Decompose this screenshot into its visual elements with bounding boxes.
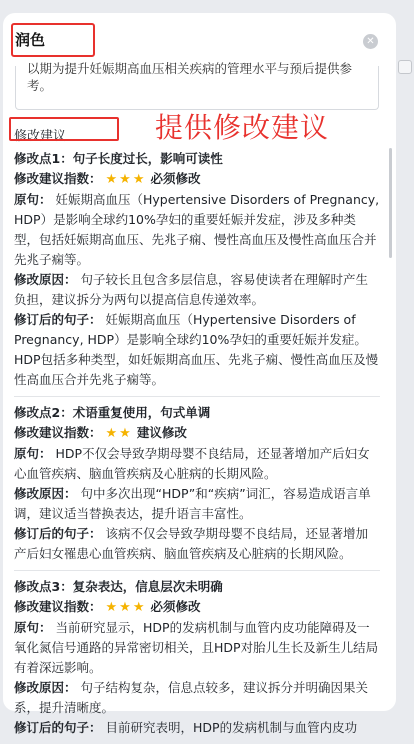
reason-text: 句中多次出现“HDP”和“疾病”词汇，容易造成语言单调，建议适当替换表达，提升语言丰富性。	[14, 486, 371, 521]
star-icon: ★	[119, 426, 131, 441]
original-row	[14, 444, 380, 484]
section-label: 修改建议	[14, 129, 67, 144]
page-background-strip	[393, 14, 414, 714]
title-highlight-box	[11, 23, 95, 57]
level-text: 必须修改	[150, 599, 201, 614]
polish-panel	[3, 13, 396, 735]
suggestions-list	[14, 149, 380, 744]
panel-title: 润色	[15, 31, 46, 49]
level-text: 必须修改	[150, 171, 201, 186]
rating-stars	[106, 425, 133, 440]
original-label: 原句：	[14, 192, 52, 207]
reason-text: 句子较长且包含多层信息，容易使读者在理解时产生负担，建议拆分为两句以提高信息传递效率。	[14, 272, 369, 307]
revised-label: 修订后的句子：	[14, 312, 102, 327]
revised-label: 修订后的句子：	[14, 526, 102, 541]
scrollbar[interactable]	[389, 148, 392, 258]
original-row	[14, 190, 380, 270]
reason-text: 句子结构复杂，信息点较多，建议拆分并明确因果关系，提升清晰度。	[14, 680, 369, 715]
index-label: 修改建议指数：	[14, 171, 102, 186]
reason-label: 修改原因：	[14, 272, 77, 287]
revised-label: 修订后的句子：	[14, 720, 102, 735]
source-text-area[interactable]	[15, 61, 379, 110]
revised-text: 妊娠期高血压（Hypertensive Disorders of Pregnancy, HDP）是影响全球约10%孕妇的重要妊娠并发症。HDP包括多种类型，如妊娠期高血压、先兆子痫、慢性高血压及慢性高血压合并先兆子痫等。	[14, 312, 379, 387]
star-icon: ★	[132, 172, 145, 187]
original-text: HDP不仅会导致孕期母婴不良结局，还显著增加产后妇女心血管疾病、脑血管疾病及心脏病的长期风险。	[14, 446, 370, 481]
suggestion-item	[14, 570, 380, 744]
suggestion-index-row	[14, 597, 380, 618]
revised-text: 目前研究表明，HDP的发病机制与血管内皮功	[105, 720, 358, 735]
suggestion-item	[14, 149, 380, 396]
side-panel-icon[interactable]	[398, 60, 412, 74]
star-icon: ★	[132, 600, 145, 615]
section-highlight-box	[9, 117, 119, 141]
rating-stars	[106, 599, 147, 614]
revised-text: 该病不仅会导致孕期母婴不良结局，还显著增加产后妇女罹患心血管疾病、脑血管疾病及心脏病的长期风险。	[14, 526, 369, 561]
original-label: 原句：	[14, 446, 52, 461]
original-text: 当前研究显示，HDP的发病机制与血管内皮功能障碍及一氧化氮信号通路的异常密切相关，且HDP对胎儿生长及新生儿结局有着深远影响。	[14, 620, 379, 675]
revised-row	[14, 718, 380, 738]
close-icon[interactable]: ✕	[363, 34, 378, 49]
original-text: 妊娠期高血压（Hypertensive Disorders of Pregnancy, HDP）是影响全球约10%孕妇的重要妊娠并发症，涉及多种类型，包括妊娠期高血压、先兆子痫、慢性高血压及慢性高血压合并先兆子痫等。	[14, 192, 380, 267]
index-label: 修改建议指数：	[14, 425, 102, 440]
star-icon: ★	[119, 172, 131, 187]
original-label: 原句：	[14, 620, 52, 635]
reason-row	[14, 678, 380, 718]
annotation-text: 提供修改建议	[155, 111, 330, 144]
suggestion-index-row	[14, 169, 380, 190]
index-label: 修改建议指数：	[14, 599, 102, 614]
source-text: 以期为提升妊娠期高血压相关疾病的管理水平与预后提供参考。	[27, 61, 353, 93]
suggestion-index-row	[14, 423, 380, 444]
level-text: 建议修改	[136, 425, 187, 440]
reason-label: 修改原因：	[14, 486, 77, 501]
reason-row	[14, 270, 380, 310]
suggestion-heading: 修改点2：术语重复使用，句式单调	[14, 405, 211, 420]
suggestion-item	[14, 396, 380, 570]
panel-header	[3, 13, 396, 67]
star-icon: ★	[105, 600, 118, 615]
revised-row	[14, 524, 380, 564]
reason-label: 修改原因：	[14, 680, 77, 695]
star-icon: ★	[105, 172, 118, 187]
star-icon: ★	[105, 426, 118, 441]
star-icon: ★	[119, 600, 131, 615]
revised-row	[14, 310, 380, 390]
suggestion-heading: 修改点1：句子长度过长，影响可读性	[14, 151, 223, 166]
reason-row	[14, 484, 380, 524]
rating-stars	[106, 171, 147, 186]
original-row	[14, 618, 380, 678]
suggestion-heading: 修改点3：复杂表达，信息层次未明确	[14, 579, 223, 594]
